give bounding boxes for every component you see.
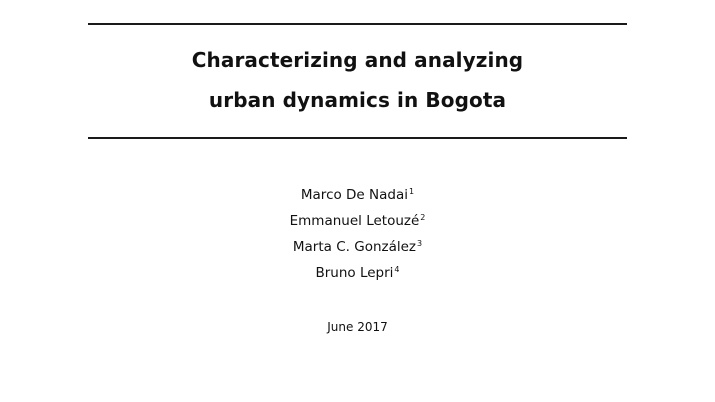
- affiliation-mark: 1: [409, 186, 415, 196]
- author-name: Emmanuel Letouzé: [289, 213, 420, 229]
- author-4: [88, 260, 627, 286]
- author-list: [88, 182, 627, 286]
- affiliation-mark: 3: [417, 238, 423, 248]
- affiliation-mark: 4: [394, 264, 400, 274]
- affiliation-mark: 2: [420, 212, 426, 222]
- author-1: [88, 182, 627, 208]
- publication-date: June 2017: [327, 320, 388, 334]
- title-line-1: Characterizing and analyzing: [191, 48, 524, 72]
- bottom-rule: [88, 137, 627, 139]
- title-line-2: urban dynamics in Bogota: [208, 88, 507, 112]
- author-name: Bruno Lepri: [315, 265, 394, 281]
- paper-title: [88, 40, 627, 120]
- author-3: [88, 234, 627, 260]
- author-2: [88, 208, 627, 234]
- author-name: Marta C. González: [292, 239, 417, 255]
- author-name: Marco De Nadai: [300, 187, 408, 203]
- top-rule: [88, 23, 627, 25]
